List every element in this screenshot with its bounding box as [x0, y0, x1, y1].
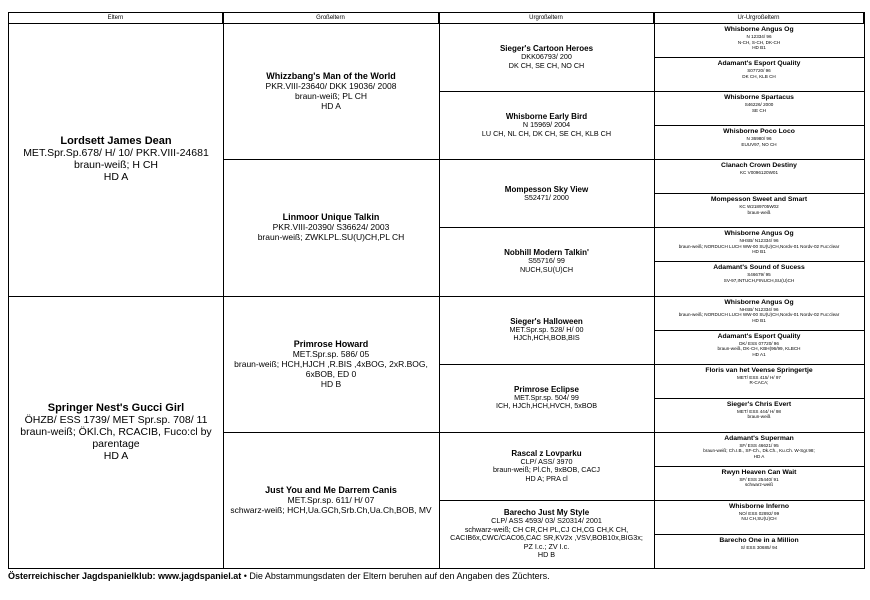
dog-detail: braun-weiß; PL CH: [295, 91, 367, 102]
dog-name: Whisborne Angus Og: [724, 298, 794, 306]
pedigree-entry: [439, 296, 654, 364]
dog-detail: braun-weiß; Ch.I.B., SF-Ch., Dk.Ch., Ku.Ch. W-Sgr.98;: [703, 448, 815, 454]
dog-name: Floris van het Veense Springertje: [705, 366, 813, 374]
pedigree-entry: [439, 91, 654, 159]
dog-detail: braun-weiß; HCH,HJCH ,R.BIS ,4xBOG, 2xR.BOG,: [234, 358, 428, 369]
dog-detail: MET.Spr.sp. 504/ 99: [514, 392, 579, 402]
dog-detail: EUUV97, NO CH: [741, 141, 777, 147]
dog-name: Springer Nest's Gucci Girl: [47, 401, 185, 414]
pedigree-entry: [654, 534, 864, 568]
dog-detail: NHSB/ N12334/ 96: [739, 306, 779, 312]
pedigree-entry: [654, 125, 864, 159]
dog-name: Adamant's Esport Quality: [717, 60, 801, 68]
dog-detail: parentage: [92, 437, 140, 450]
pedigree-entry: [654, 500, 864, 534]
dog-detail: CLP/ ASS 4593/ 03/ S20314/ 2001: [491, 516, 602, 526]
dog-detail: braun-weiß; NORDUCH LUCH WW-00 SU(U)CH,Nordv-01 Nordv-02 Fuc:clear: [678, 312, 840, 317]
dog-detail: MET/ ESS 415/ H/ 97: [737, 374, 781, 380]
dog-detail: braun-weiß, DK-CH, KBH(96/99, KLBCH: [717, 346, 801, 352]
dog-detail: PKR.VIII-20390/ S36624/ 2003: [272, 222, 390, 233]
pedigree-entry: [439, 500, 654, 568]
pedigree-entry: [9, 23, 223, 296]
dog-detail: N 36980/ 96: [746, 136, 772, 142]
dog-detail: NO/ ESS 02892/ 99: [738, 510, 780, 516]
dog-name: Barecho Just My Style: [503, 508, 590, 518]
pedigree-entry: [439, 159, 654, 227]
dog-detail: HD A: [103, 171, 129, 184]
dog-detail: N-CH, S-CH, DK-CH: [737, 39, 781, 45]
dog-detail: HD B: [537, 550, 556, 560]
dog-detail: CACIB6x,CWC/CAC06,CAC SR,KV2x ,VSV,BOB10x,BIG3x;: [450, 533, 643, 543]
dog-detail: PZ I.c.; ZV I.c.: [523, 541, 570, 551]
dog-detail: braun-weiß: [747, 414, 771, 420]
dog-name: Rwyn Heaven Can Wait: [721, 468, 797, 476]
pedigree-entry: [654, 57, 864, 91]
dog-name: Adamant's Esport Quality: [717, 332, 801, 340]
dog-detail: SV-97,INTUCH,FINUCH,SU(U)CH: [723, 277, 795, 283]
dog-name: Primrose Howard: [293, 338, 369, 349]
dog-detail: PKR.VIII-23640/ DKK 19036/ 2008: [265, 81, 397, 92]
dog-detail: SE CH: [751, 107, 767, 113]
pedigree-entry: [654, 91, 864, 125]
dog-detail: DKK06793/ 200: [521, 52, 572, 62]
dog-detail: ICH, HJCh,HCH,HVCH, 5xBOB: [495, 401, 598, 411]
column-header: Ur-Urgroßeltern: [654, 13, 864, 23]
pedigree-entry: [654, 364, 864, 398]
dog-detail: schwarz-weiß: [744, 482, 774, 488]
dog-detail: HD B1: [752, 45, 766, 50]
pedigree-entry: [654, 159, 864, 193]
column-header: Eltern: [9, 13, 223, 23]
dog-detail: HD A1: [752, 351, 766, 357]
dog-detail: MET.Spr.sp. 586/ 05: [292, 348, 370, 359]
dog-name: Whisborne Inferno: [728, 502, 790, 510]
dog-detail: 6xBOB, ED 0: [305, 368, 357, 379]
column-header: Urgroßeltern: [439, 13, 654, 23]
footer-club: Österreichischer Jagdspanielklub: www.jagdspaniel.at: [8, 571, 242, 581]
pedigree-entry: [654, 296, 864, 330]
dog-detail: NHSB/ N12334/ 96: [739, 238, 779, 244]
dog-detail: schwarz-weiß; CH CR,CH PL,CJ CH,CG CH,K CH,: [464, 524, 629, 534]
dog-detail: NU CH,SU(U)CH: [741, 516, 777, 522]
footer-text: • Die Abstammungsdaten der Eltern beruhen auf den Angaben des Züchters.: [241, 571, 550, 581]
dog-detail: NUCH,SU(U)CH: [519, 264, 574, 274]
dog-detail: S07720/ 96: [747, 68, 771, 74]
pedigree-entry: [223, 23, 439, 159]
dog-detail: SF/ ESS 46621/ 95: [739, 442, 779, 448]
dog-name: Whisborne Poco Loco: [723, 128, 795, 136]
dog-detail: S46679/ 95: [747, 272, 771, 278]
pedigree-table: [8, 12, 865, 569]
dog-detail: LU CH, NL CH, DK CH, SE CH, KLB CH: [481, 128, 612, 138]
dog-detail: MET.Spr.sp. 528/ H/ 00: [509, 324, 584, 334]
pedigree-entry: [654, 23, 864, 57]
dog-name: Adamant's Sound of Sucess: [713, 264, 805, 272]
dog-detail: DK CH, SE CH, NO CH: [508, 60, 585, 70]
pedigree-entry: [654, 432, 864, 466]
dog-detail: R-CACA;: [749, 380, 769, 386]
dog-detail: braun-weiß: [747, 209, 771, 215]
dog-name: Whisborne Angus Og: [724, 230, 794, 238]
dog-detail: ÖHZB/ ESS 1739/ MET Spr.sp. 708/ 11: [24, 413, 208, 426]
pedigree-entry: [654, 398, 864, 432]
pedigree-entry: [654, 330, 864, 364]
dog-detail: KC W2189705W02: [739, 204, 779, 210]
dog-name: Sieger's Halloween: [510, 316, 583, 326]
dog-detail: schwarz-weiß; HCH,Ua.GCh,Srb.Ch,Ua.Ch,BOB, MV: [230, 504, 432, 515]
dog-name: Sieger's Cartoon Heroes: [499, 44, 594, 54]
dog-detail: HD B1: [752, 249, 766, 255]
dog-name: Linmoor Unique Talkin: [282, 212, 380, 223]
pedigree-entry: [439, 432, 654, 500]
dog-detail: HJCh,HCH,BOB,BIS: [513, 333, 580, 343]
dog-name: Mompesson Sky View: [504, 184, 589, 194]
pedigree-entry: [654, 261, 864, 295]
dog-name: Lordsett James Dean: [60, 135, 172, 148]
dog-name: Whisborne Angus Og: [724, 26, 794, 33]
dog-detail: KC V0096120W01: [739, 170, 779, 176]
footer-note: [8, 571, 550, 581]
pedigree-entry: [654, 227, 864, 261]
pedigree-entry: [223, 159, 439, 295]
dog-detail: DK CH, KLB CH: [742, 73, 776, 79]
dog-name: Primrose Eclipse: [514, 384, 579, 394]
dog-detail: braun-weiß; H CH: [73, 159, 159, 172]
dog-detail: MET.Spr.Sp.678/ H/ 10/ PKR.VIII-24681: [23, 147, 209, 160]
dog-detail: HD B1: [752, 317, 766, 323]
dog-name: Sieger's Chris Evert: [726, 400, 792, 408]
pedigree-entry: [439, 364, 654, 432]
dog-detail: DK/ ESS 07720/ 96: [739, 340, 779, 346]
dog-detail: S46226/ 2000: [744, 102, 774, 108]
dog-detail: HD B: [320, 378, 342, 389]
dog-name: Clanach Crown Destiny: [721, 162, 797, 170]
dog-detail: braun-weiß; NORDUCH LUCH WW-00 SU(U)CH,Nordv-01 Nordv-02 Fuc:clear: [678, 243, 840, 249]
pedigree-entry: [654, 466, 864, 500]
dog-detail: N 12334/ 96: [746, 34, 772, 39]
dog-detail: braun-weiß; Pl.Ch, 9xBOB, CACJ: [492, 465, 601, 475]
pedigree-entry: [439, 227, 654, 295]
dog-name: Nobhill Modern Talkin': [504, 248, 589, 258]
dog-detail: S/ ESS 30685/ 94: [740, 544, 778, 550]
dog-name: Whisborne Early Bird: [505, 112, 588, 122]
dog-detail: N 15969/ 2004: [522, 120, 571, 130]
dog-detail: S52471/ 2000: [524, 192, 569, 202]
dog-detail: SF/ ESS 25440/ 91: [739, 476, 779, 482]
dog-name: Barecho One in a Million: [719, 536, 799, 544]
pedigree-entry: [654, 193, 864, 227]
column-header: Großeltern: [223, 13, 439, 23]
dog-name: Rascal z Lovparku: [511, 448, 582, 458]
dog-detail: HD A: [753, 453, 765, 459]
dog-name: Whizzbang's Man of the World: [266, 71, 396, 82]
pedigree-entry: [223, 432, 439, 568]
dog-detail: HD A: [321, 101, 341, 112]
dog-detail: MET/ ESS 444/ H/ 98: [737, 408, 781, 414]
dog-name: Adamant's Superman: [724, 434, 794, 442]
dog-detail: HD A: [103, 449, 129, 462]
pedigree-entry: [439, 23, 654, 91]
dog-name: Just You and Me Darrem Canis: [265, 484, 397, 495]
dog-detail: braun-weiß; ÖKl.Ch, RCACIB, Fuco:cl by: [20, 425, 212, 438]
dog-detail: S55716/ 99: [528, 256, 565, 266]
dog-name: Mompesson Sweet and Smart: [710, 196, 808, 204]
pedigree-entry: [223, 296, 439, 432]
dog-name: Whisborne Spartacus: [724, 94, 794, 102]
dog-detail: MET.Spr.sp. 611/ H/ 07: [287, 494, 375, 505]
dog-detail: HD A; PRA cl: [525, 473, 568, 483]
pedigree-entry: [9, 296, 223, 569]
dog-detail: CLP/ ASS/ 3970: [520, 456, 573, 466]
dog-detail: braun-weiß; ZWKLPL.SU(U)CH,PL CH: [257, 232, 405, 243]
